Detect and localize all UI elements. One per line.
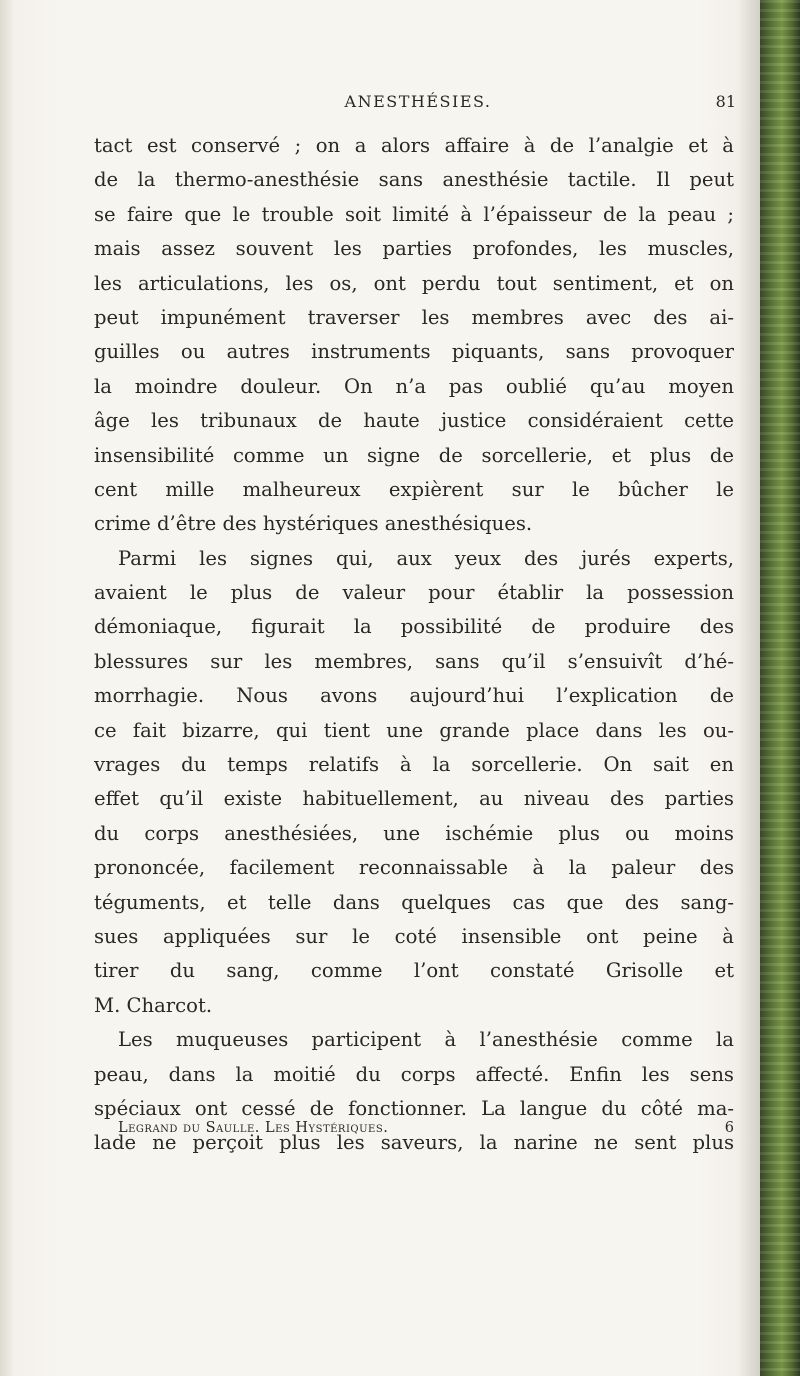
- text-line: spéciaux ont cessé de fonctionner. La langue du côté ma-: [94, 1096, 734, 1120]
- text-line: blessures sur les membres, sans qu’il s’ensuivît d’hé-: [94, 649, 734, 673]
- text-line: la moindre douleur. On n’a pas oublié qu’au moyen: [94, 374, 734, 398]
- running-title: ANESTHÉSIES.: [344, 92, 492, 111]
- text-line: ce fait bizarre, qui tient une grande place dans les ou-: [94, 718, 734, 742]
- signature-text: Legrand du Saulle. Les Hystériques.: [118, 1120, 389, 1136]
- text-line: tirer du sang, comme l’ont constaté Grisolle et: [94, 959, 734, 983]
- book-binding-edge: [760, 0, 800, 1376]
- text-line: du corps anesthésiées, une ischémie plus ou moins: [94, 821, 734, 845]
- page-header: [100, 92, 736, 118]
- text-line: M. Charcot.: [94, 993, 213, 1017]
- text-line: les articulations, les os, ont perdu tout sentiment, et on: [94, 271, 734, 295]
- text-line: mais assez souvent les parties profondes, les muscles,: [94, 237, 734, 261]
- paragraph-start-line: Les muqueuses participent à l’anesthésie comme la: [118, 1028, 734, 1052]
- text-line: cent mille malheureux expièrent sur le bûcher le: [94, 477, 734, 501]
- text-line: guilles ou autres instruments piquants, sans provoquer: [94, 340, 734, 364]
- text-line: tact est conservé ; on a alors affaire à de l’analgie et à: [94, 134, 734, 157]
- paragraph-start-line: Parmi les signes qui, aux yeux des jurés experts,: [118, 546, 734, 570]
- text-line: peau, dans la moitié du corps affecté. Enfin les sens: [94, 1062, 734, 1086]
- sheet-number: 6: [724, 1120, 734, 1136]
- text-line: sues appliquées sur le coté insensible ont peine à: [94, 924, 734, 948]
- text-line: peut impunément traverser les membres avec des ai-: [94, 305, 734, 329]
- text-line: avaient le plus de valeur pour établir la possession: [94, 581, 734, 605]
- text-line: prononcée, facilement reconnaissable à la paleur des: [94, 856, 734, 880]
- text-line: lade ne perçoit plus les saveurs, la narine ne sent plus: [94, 1131, 734, 1155]
- text-line: se faire que le trouble soit limité à l’épaisseur de la peau ;: [94, 202, 734, 226]
- text-line: insensibilité comme un signe de sorcellerie, et plus de: [94, 443, 734, 467]
- gutter-shadow: [738, 0, 760, 1376]
- page-footer: [118, 1120, 734, 1144]
- text-line: morrhagie. Nous avons aujourd’hui l’explication de: [94, 684, 734, 708]
- text-line: effet qu’il existe habituellement, au niveau des parties: [94, 787, 734, 811]
- printer-signature: [118, 1120, 388, 1136]
- body-text: [94, 129, 734, 1161]
- text-line: téguments, et telle dans quelques cas que des sang-: [94, 890, 734, 914]
- text-line: crime d’être des hystériques anesthésiques.: [94, 512, 533, 536]
- page-left-edge: [0, 0, 14, 1376]
- text-line: démoniaque, figurait la possibilité de produire des: [94, 615, 734, 639]
- text-line: de la thermo-anesthésie sans anesthésie tactile. Il peut: [94, 168, 734, 192]
- page-number: 81: [715, 92, 736, 111]
- text-line: vrages du temps relatifs à la sorcellerie. On sait en: [94, 753, 734, 777]
- text-line: âge les tribunaux de haute justice considéraient cette: [94, 409, 734, 433]
